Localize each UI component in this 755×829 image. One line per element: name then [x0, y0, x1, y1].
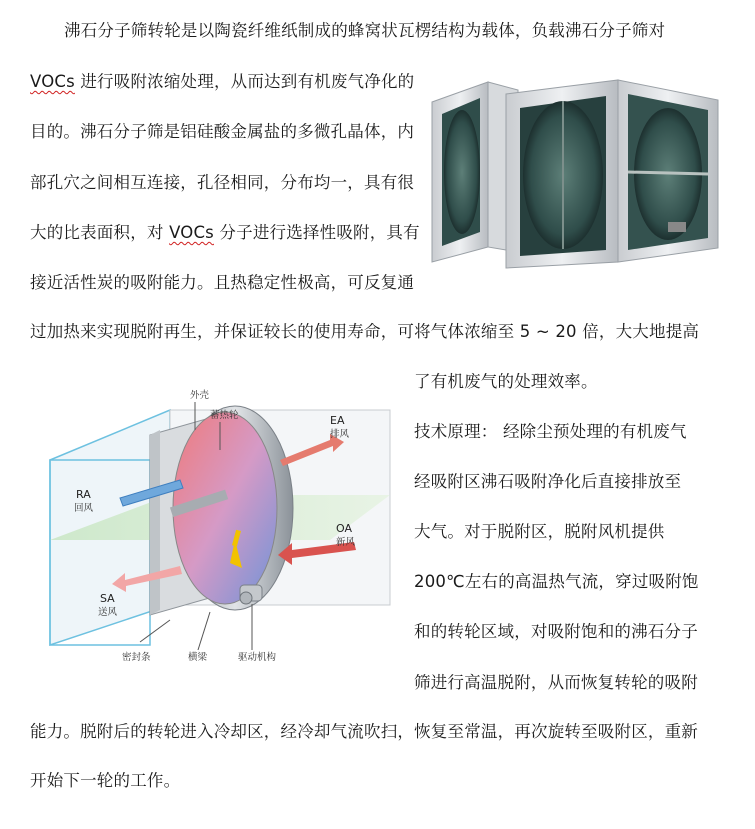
label-oa: OA	[336, 522, 352, 535]
para-line-2	[30, 71, 414, 93]
label-oa-cn: 新风	[336, 537, 356, 548]
para-line-7: 过加热来实现脱附再生，并保证较长的使用寿命，可将气体浓缩至 5 ~ 20 倍，大大地提高	[30, 322, 700, 341]
para-line-5a: 大的比表面积，对	[30, 223, 164, 242]
para-line-5	[30, 222, 420, 244]
voc-term: VOCs	[30, 72, 75, 91]
label-sa: SA	[100, 592, 115, 605]
tech-line-1: 技术原理： 经除尘预处理的有机废气	[414, 422, 687, 441]
label-ea: EA	[330, 414, 345, 427]
para-line-6: 接近活性炭的吸附能力。且热稳定性极高，可反复通	[30, 273, 415, 292]
label-seal: 密封条	[122, 652, 151, 663]
label-ra-cn: 回风	[74, 503, 94, 514]
tech-line-8: 开始下一轮的工作。	[30, 771, 181, 790]
tech-line-6: 筛进行高温脱附，从而恢复转轮的吸附	[414, 673, 698, 692]
label-shell: 外壳	[190, 390, 210, 401]
para-line-3: 目的。沸石分子筛是铝硅酸金属盐的多微孔晶体，内	[30, 122, 415, 141]
voc-term-2: VOCs	[169, 223, 214, 242]
tech-line-7: 能力。脱附后的转轮进入冷却区，经冷却气流吹扫，恢复至常温，再次旋转至吸附区，重新	[30, 722, 698, 741]
para-line-5b: 分子进行选择性吸附，具有	[219, 223, 420, 242]
tech-line-4: 200℃左右的高温热气流，穿过吸附饱	[414, 572, 699, 591]
label-drive: 驱动机构	[238, 652, 277, 663]
tech-line-3: 大气。对于脱附区，脱附风机提供	[414, 522, 665, 541]
tech-line-5: 和的转轮区域，对吸附饱和的沸石分子	[414, 622, 698, 641]
label-wheel: 蓄热轮	[210, 410, 239, 421]
para-line-1: 沸石分子筛转轮是以陶瓷纤维纸制成的蜂窝状瓦楞结构为载体，负载沸石分子筛对	[64, 21, 666, 40]
para-line-8: 了有机废气的处理效率。	[414, 372, 598, 391]
label-beam: 横梁	[188, 652, 208, 663]
label-ra: RA	[76, 488, 91, 501]
label-sa-cn: 送风	[98, 607, 118, 618]
heat-wheel-diagram	[30, 380, 410, 675]
tech-line-2: 经吸附区沸石吸附净化后直接排放至	[414, 472, 682, 491]
para-line-2-text: 进行吸附浓缩处理，从而达到有机废气净化的	[80, 72, 415, 91]
rotor-product-photo	[428, 72, 728, 272]
label-ea-cn: 排风	[330, 429, 350, 440]
para-line-4: 部孔穴之间相互连接，孔径相同，分布均一，具有很	[30, 173, 415, 192]
